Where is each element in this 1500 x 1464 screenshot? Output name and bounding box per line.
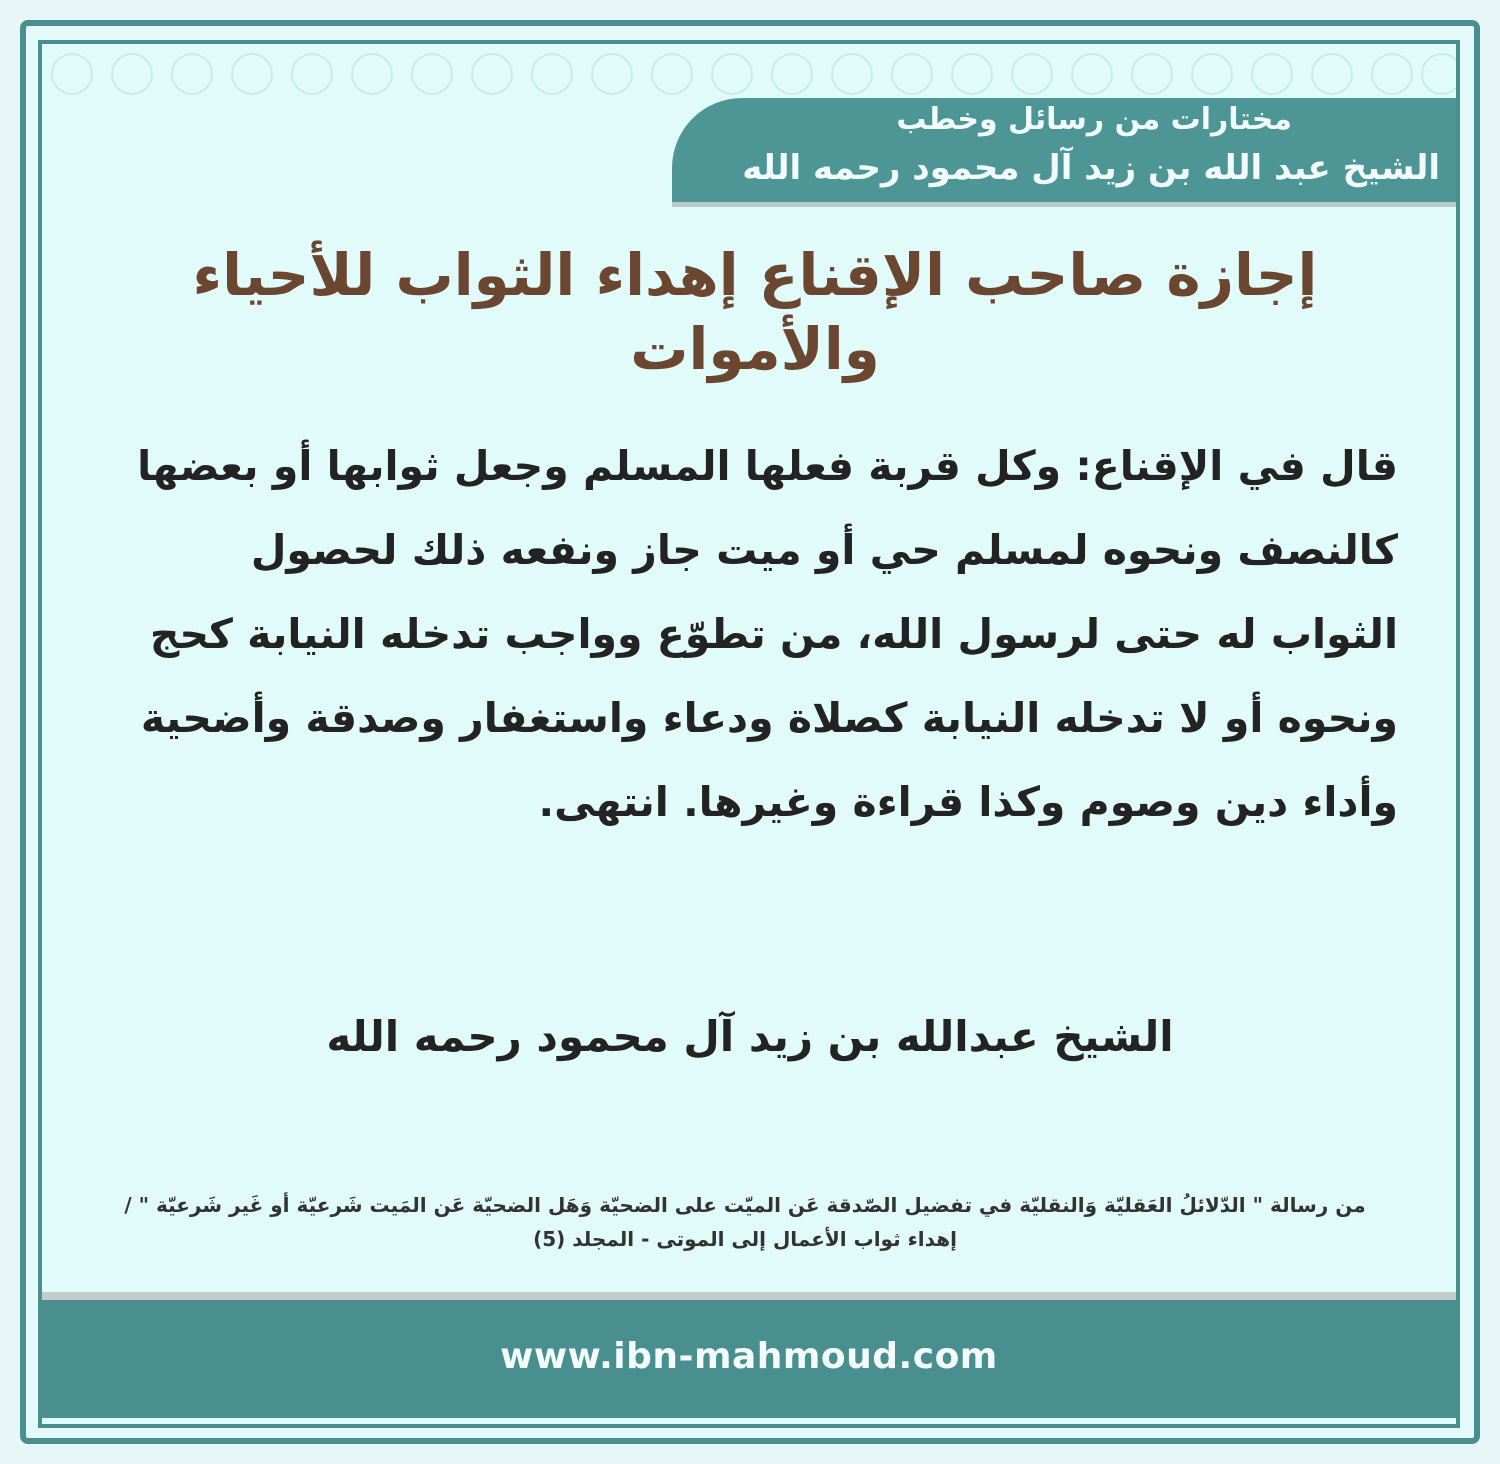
source-citation: من رسالة " الدّلائلُ العَقليّة وَالنقليّة في تفضيل الصّدقة عَن الميّت على الضحيّة وَهَل الضحيّة عَن المَيت شَرعيّة أو غَير شَرعيّة " / إهداء ثواب الأعمال إلى الموتى - المجلد (5)	[124, 1193, 1366, 1251]
series-author: الشيخ عبد الله بن زيد آل محمود رحمه الله	[742, 148, 1440, 188]
series-title: مختارات من رسائل وخطب	[896, 102, 1292, 137]
footer-divider	[42, 1292, 1456, 1300]
author-signature: الشيخ عبدالله بن زيد آل محمود رحمه الله	[326, 1012, 1174, 1061]
website-url[interactable]: www.ibn-mahmoud.com	[500, 1336, 998, 1377]
decorative-pattern	[42, 44, 1456, 104]
header-banner	[672, 98, 1456, 207]
page-title: إجازة صاحب الإقناع إهداء الثواب للأحياء والأموات	[192, 241, 1318, 383]
footer-banner	[42, 1300, 1456, 1418]
quote-body: قال في الإقناع: وكل قربة فعلها المسلم وجعل ثوابها أو بعضها كالنصف ونحوه لمسلم حي أو ميت جاز ونفعه ذلك لحصول الثواب له حتى لرسول الله، من تطوّع وواجب تدخله النيابة كحج ونحوه أو لا تدخله النيابة كصلاة ودعاء واستغفار وصدقة وأضحية وأداء دين وصوم وكذا قراءة وغيرها. انتهى.	[137, 442, 1398, 826]
